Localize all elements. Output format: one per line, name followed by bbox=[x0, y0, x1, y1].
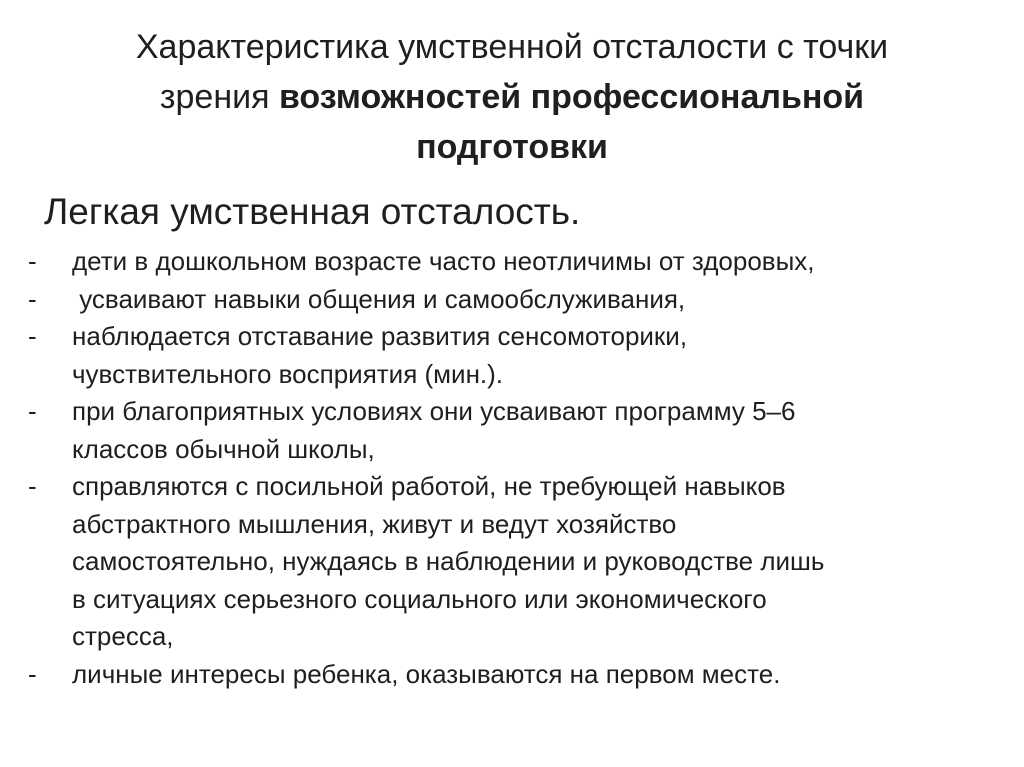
title-line-3: подготовки bbox=[416, 128, 608, 166]
list-item bbox=[28, 468, 1008, 656]
title-line-1: Характеристика умственной отсталости с точки bbox=[135, 28, 889, 66]
list-item bbox=[28, 393, 1008, 468]
bullet-dash: - bbox=[28, 396, 37, 426]
list-item bbox=[28, 656, 1008, 694]
slide-title bbox=[40, 22, 984, 172]
list-item-line: в ситуациях серьезного социального или экономического bbox=[72, 583, 767, 614]
list-item-line: усваивают навыки общения и самообслуживания, bbox=[72, 283, 686, 314]
list-item-line: личные интересы ребенка, оказываются на первом месте. bbox=[72, 658, 781, 689]
bullet-dash: - bbox=[28, 283, 37, 314]
list-item-line: справляются с посильной работой, не требующей навыков bbox=[72, 471, 786, 501]
bullet-dash: - bbox=[28, 658, 37, 689]
list-item-line: стресса, bbox=[72, 621, 174, 651]
bullet-dash: - bbox=[28, 321, 37, 351]
title-line-2 bbox=[40, 72, 984, 122]
slide-subtitle: Легкая умственная отсталость. bbox=[44, 191, 581, 232]
list-item-line: самостоятельно, нуждаясь в наблюдении и руководстве лишь bbox=[72, 546, 825, 576]
bullet-list bbox=[28, 243, 1008, 693]
list-item-line: абстрактного мышления, живут и ведут хозяйство bbox=[72, 508, 677, 539]
list-item bbox=[28, 281, 1008, 319]
list-item-line: классов обычной школы, bbox=[72, 433, 375, 464]
list-item-line: при благоприятных условиях они усваивают программу 5–6 bbox=[72, 396, 796, 426]
bullet-dash: - bbox=[28, 246, 37, 276]
title-line-2-plain: зрения bbox=[159, 78, 279, 116]
bullet-dash: - bbox=[28, 471, 37, 501]
list-item bbox=[28, 318, 1008, 393]
title-line-2-bold: возможностей профессиональной bbox=[278, 78, 865, 116]
list-item-line: наблюдается отставание развития сенсомоторики, bbox=[72, 321, 688, 351]
list-item-line: чувствительного восприятия (мин.). bbox=[72, 358, 504, 389]
list-item-line: дети в дошкольном возрасте часто неотличимы от здоровых, bbox=[72, 246, 815, 276]
list-item bbox=[28, 243, 1008, 281]
